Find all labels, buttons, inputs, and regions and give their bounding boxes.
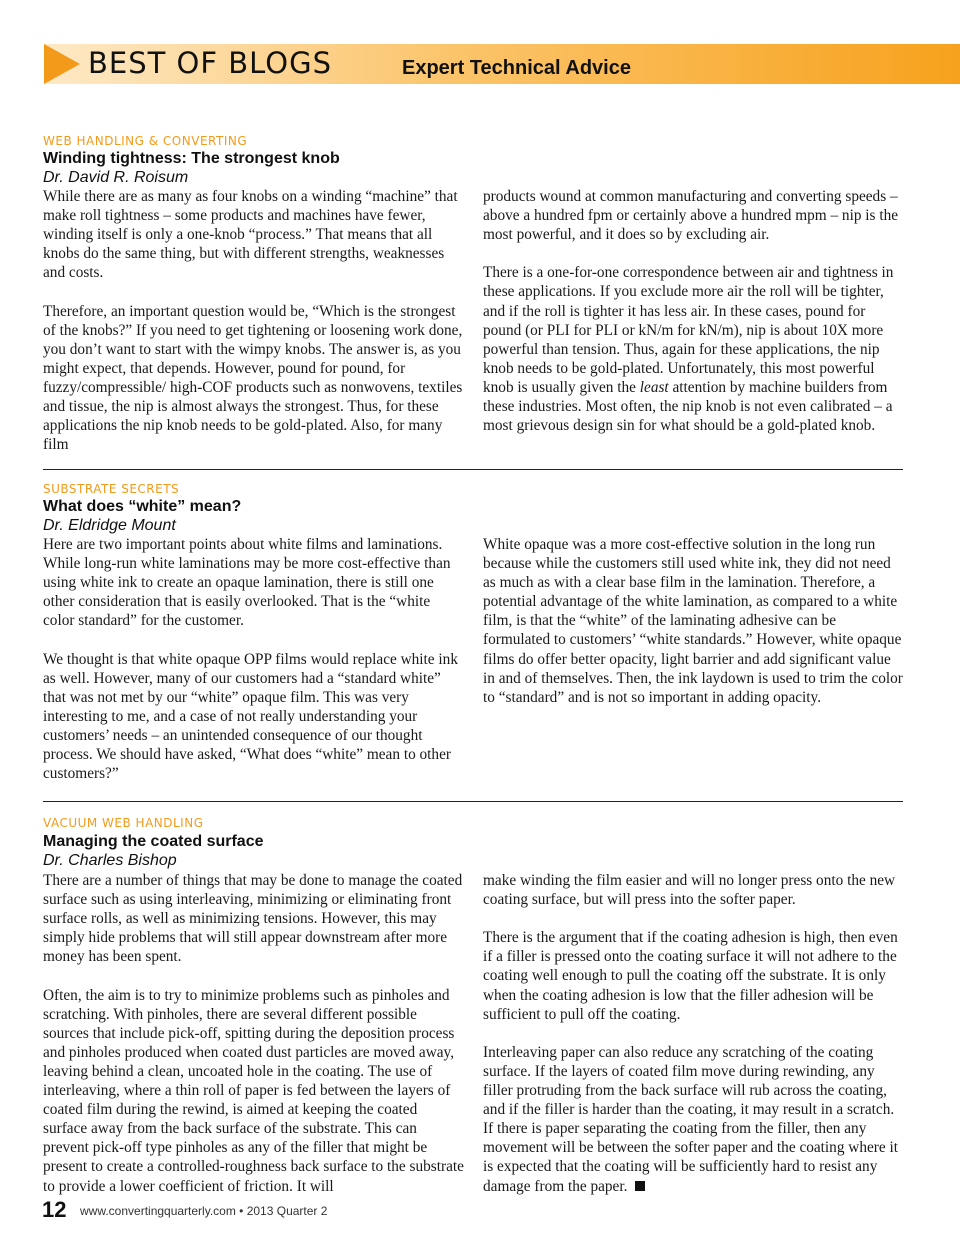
arrow-icon [44,44,80,84]
article-headline: Winding tightness: The strongest knob [43,150,340,167]
paragraph: There is a one-for-one correspondence between air and tightness in these applications. If you exclude more air the roll will be tighter, and if the roll is tighter it has less air. In these cases, pound for pound (or PLI for PLI or kN/m for kN/m), nip is about 10X more powerful than tension. Thus, again for these applications, the nip knob needs to be gold-plated. Unfortunately, this most powerful knob is usually given the least attention by machine builders from these industries. Most often, the nip knob is not even calibrated – a most grievous design sin for what should be a gold-plated knob. [483,264,894,435]
paragraph: Here are two important points about white films and laminations. While long-run white laminations may be more cost-effective than using white ink to create an opaque lamination, there is still one other consideration that is easily overlooked. That is the “white color standard” for the customer. [43,536,451,630]
article-category: SUBSTRATE SECRETS [43,482,180,496]
section-divider [43,801,903,802]
footer-text: www.convertingquarterly.com • 2013 Quarter 2 [80,1204,328,1218]
article-left-column [43,187,465,454]
article-right-column [483,871,905,1196]
paragraph: make winding the film easier and will no longer press onto the new coating surface, but will press into the softer paper. [483,872,896,909]
article-headline: What does “white” mean? [43,498,242,515]
article-category: WEB HANDLING & CONVERTING [43,134,248,148]
article-right-column [483,535,905,707]
section-divider [43,469,903,470]
section-subtitle: Expert Technical Advice [402,57,631,79]
paragraph: Often, the aim is to try to minimize problems such as pinholes and scratching. With pinholes, there are several different possible sources that include pick-off, spitting during the deposition process and pinholes produced when coated dust particles are moved away, leaving behind a clean, uncoated hole in the coating. The use of interleaving, where a thin roll of paper is fed between the layers of coated film during the rewind, is aimed at keeping the coated surface away from the back surface of the substrate. This can prevent pick-off type pinholes as any of the filler that might be present to create a controlled-roughness back surface to the substrate to provide a lower coefficient of friction. It will [43,986,464,1195]
paragraph: White opaque was a more cost-effective solution in the long run because while the customers still used white ink, they did not need as much as with a clear base film in the lamination. Therefore, a potential advantage of the white lamination, as compared to a white film, is that the “white” of the laminating adhesive can be formulated to customers’ “white standards.” However, white opaque films do offer better opacity, light barrier and add significant value in and of themselves. Then, the ink laydown is used to trim the color to “standard” and is not so important in adding opacity. [483,536,903,706]
article-author: Dr. David R. Roisum [43,169,189,186]
article-left-column [43,535,465,783]
article-author: Dr. Charles Bishop [43,852,177,869]
end-mark-icon [635,1181,645,1191]
page-number: 12 [42,1197,67,1222]
article-author: Dr. Eldridge Mount [43,517,176,534]
paragraph: products wound at common manufacturing and converting speeds – above a hundred fpm or certainly above a hundred mpm – nip is the most powerful, and it does so by excluding air. [483,188,899,244]
article-headline: Managing the coated surface [43,833,264,850]
paragraph: There are a number of things that may be done to manage the coated surface such as using interleaving, minimizing or eliminating front surface rolls, as well as minimizing tensions. However, this may simply hide problems that will still appear downstream after more money has been spent. [43,872,463,966]
emphasis: least [639,378,669,396]
paragraph: While there are as many as four knobs on a winding “machine” that make roll tightness – some products and machines have fewer, winding itself is only a one-knob “process.” That means that all knobs do the same thing, but with different strengths, weaknesses and costs. [43,188,458,282]
article-category: VACUUM WEB HANDLING [43,816,204,830]
article-left-column [43,871,465,1196]
section-title: BEST OF BLOGS [88,46,333,80]
paragraph: There is the argument that if the coating adhesion is high, then even if a filler is pressed onto the coating surface it will not adhere to the coating well enough to pull the coating off the substrate. It is only when the coating adhesion is low that the filler adhesion will be sufficient to pull off the coating. [483,929,898,1023]
paragraph: Interleaving paper can also reduce any scratching of the coating surface. If the layers of coated film move during rewinding, any filler protruding from the back surface will rub across the coating, and if the filler is harder than the coating, it may result in a scratch. If there is paper separating the coating from the filler, then any movement will be between the softer paper and the coating where it is expected that the coating will be sufficiently hard to resist any damage from the paper. [483,1043,898,1195]
article-right-column [483,187,905,435]
paragraph: We thought is that white opaque OPP films would replace white ink as well. However, many of our customers had a “standard white” that was not met by our “white” opaque film. This was very interesting to me, and a case of not really understanding your customers’ needs – an unintended consequence of our thought process. We should have asked, “What does “white” mean to other customers?” [43,650,458,783]
paragraph: Therefore, an important question would be, “Which is the strongest of the knobs?” If you need to get tightening or loosening work done, you don’t want to start with the wimpy knobs. The answer is, as you might expect, that depends. However, pound for pound, for fuzzy/compressible/ high-COF products such as nonwovens, textiles and tissue, the nip is almost always the strongest. Thus, for these applications the nip knob needs to be gold-plated. Also, for many film [43,302,463,454]
